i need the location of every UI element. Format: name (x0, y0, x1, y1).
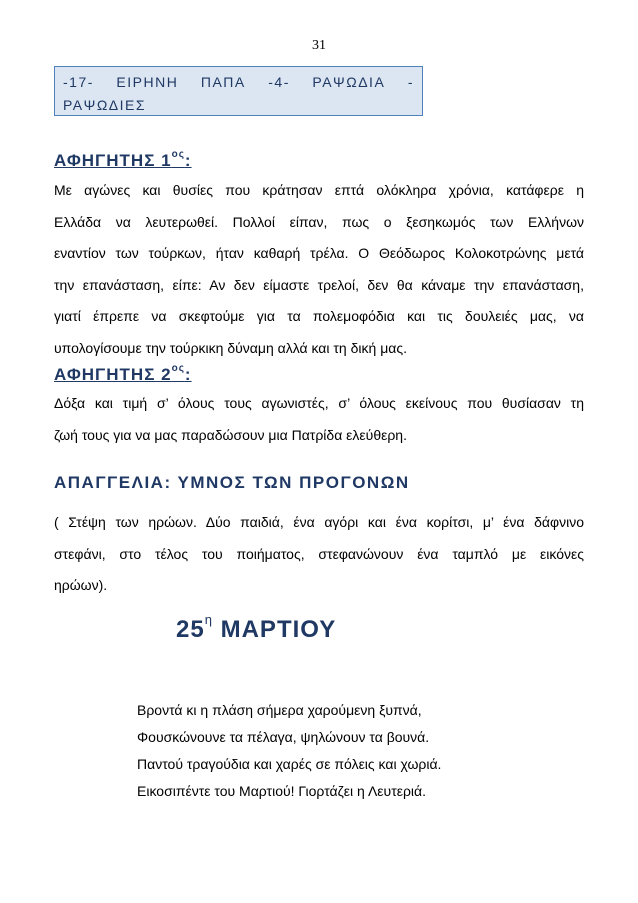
narrator-2-paragraph: Δόξα και τιμή σ’ όλους τους αγωνιστές, σ’ όλους εκείνους που θυσίασαν τη ζωή τους για να μας παραδώσουν μια Πατρίδα ελεύθερη. (54, 395, 584, 443)
ordinal-suffix: ος (171, 363, 185, 375)
poem-line: Βροντά κι η πλάση σήμερα χαρούμενη ξυπνά, (137, 702, 422, 718)
section-title: ΡΑΨΩΔΙΑ (312, 74, 386, 90)
poem-verses (137, 697, 441, 805)
recitation-heading: ΑΠΑΓΓΕΛΙΑ: ΥΜΝΟΣ ΤΩΝ ΠΡΟΓΟΝΩΝ (54, 473, 410, 492)
author-last-name: ΠΑΠΑ (200, 74, 246, 90)
recitation-paragraph: ( Στέψη των ηρώων. Δύο παιδιά, ένα αγόρι και ένα κορίτσι, μ’ ένα δάφνινο στεφάνι, στο τέλος του ποιήματος, στεφανώνουν ένα ταμπλό με εικόνες ηρώων). (54, 514, 584, 593)
poem-line: Εικοσιπέντε του Μαρτιού! Γιορτάζει η Λευτεριά. (137, 783, 427, 799)
poem-line: Φουσκώνουνε τα πέλαγα, ψηλώνουν τα βουνά. (137, 729, 430, 745)
author-first-name: ΕΙΡΗΝΗ (116, 74, 179, 90)
ordinal-suffix: ος (171, 149, 185, 161)
chapter-title-line-1 (63, 71, 414, 94)
section-number: -4- (268, 74, 290, 90)
narrator-2-heading: ΑΦΗΓΗΤΗΣ $2^{o\varsigma}$: (54, 363, 192, 384)
chapter-number: -17- (63, 74, 94, 90)
title-dash: - (407, 74, 414, 90)
poem-line: Παντού τραγούδια και χαρές σε πόλεις και χωριά. (137, 756, 442, 772)
page-number: 31 (312, 38, 326, 53)
chapter-title-box (54, 66, 423, 116)
ordinal-suffix: η (204, 612, 213, 627)
chapter-title-line-2: ΡΑΨΩΔΙΕΣ (63, 97, 147, 113)
narrator-1-paragraph: Με αγώνες και θυσίες που κράτησαν επτά ολόκληρα χρόνια, κατάφερε η Ελλάδα να λευτερωθεί. Πολλοί είπαν, πως ο ξεσηκωμός των Ελλήνων εναντίον των τούρκων, ήταν καθαρή τρέλα. Ο Θεόδωρος Κολοκοτρώνης μετά την επανάσταση, είπε: Αν δεν είμαστε τρελοί, δεν θα κάναμε την επανάσταση, γιατί έπρεπε να σκεφτούμε για τα πολεμοφόδια και τις δουλειές μας, να υπολογίσουμε την τούρκικη δύναμη αλλά και τη δική μας. (54, 182, 584, 356)
poem-title: $25^\eta$ ΜΑΡΤΙΟΥ (176, 612, 337, 643)
narrator-1-heading: ΑΦΗΓΗΤΗΣ $1^{o\varsigma}$: (54, 149, 192, 170)
